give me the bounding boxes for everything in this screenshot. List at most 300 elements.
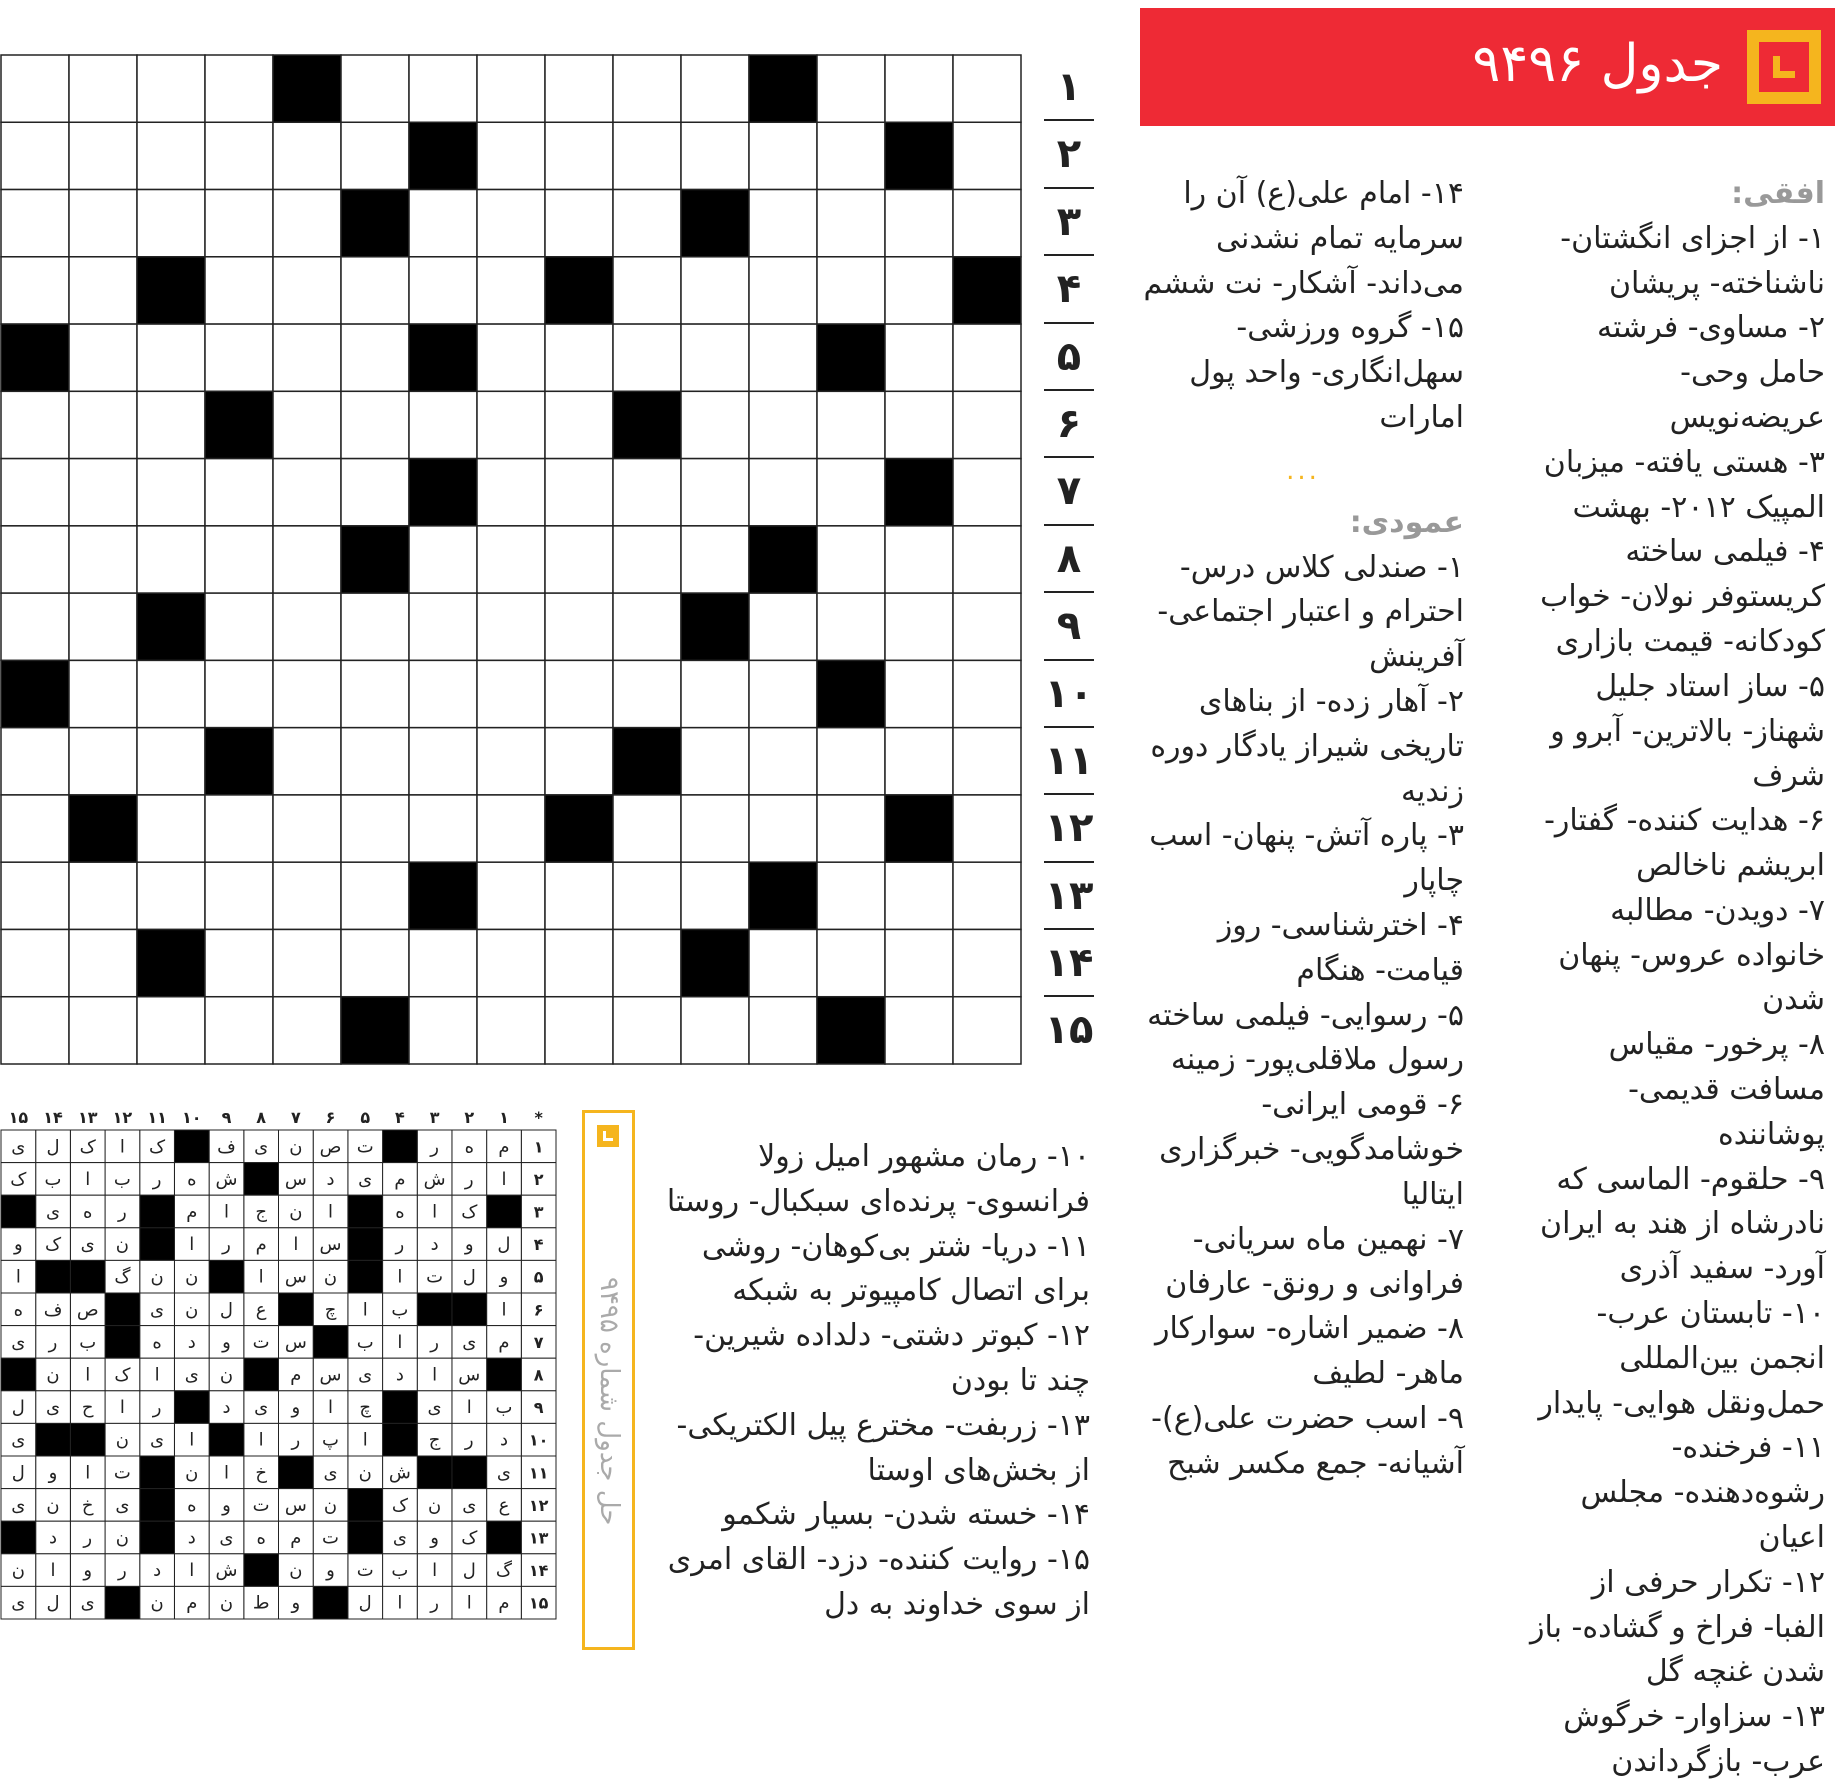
grid-cell[interactable] — [477, 324, 545, 391]
grid-block-cell — [1, 660, 69, 727]
grid-cell[interactable] — [545, 391, 613, 458]
solution-header-label: ۸ — [256, 1108, 267, 1127]
solution-letter: ش — [215, 1168, 238, 1190]
grid-cell[interactable] — [273, 257, 341, 324]
grid-cell[interactable] — [409, 997, 477, 1064]
grid-cell[interactable] — [137, 391, 205, 458]
grid-cell[interactable] — [205, 593, 273, 660]
grid-cell[interactable] — [341, 324, 409, 391]
row-number: ۱۴ — [1044, 930, 1094, 997]
solution-letter: ا — [119, 1136, 125, 1158]
grid-cell[interactable] — [477, 997, 545, 1064]
solution-header-label: ۶ — [325, 1108, 336, 1127]
crossword-grid[interactable] — [0, 54, 1022, 1065]
grid-cell[interactable] — [137, 862, 205, 929]
solution-letter: چ — [324, 1299, 337, 1321]
grid-cell[interactable] — [953, 190, 1021, 257]
grid-cell[interactable] — [1, 391, 69, 458]
grid-cell[interactable] — [137, 459, 205, 526]
grid-cell[interactable] — [477, 593, 545, 660]
grid-cell[interactable] — [69, 459, 137, 526]
grid-cell[interactable] — [681, 526, 749, 593]
grid-cell[interactable] — [137, 997, 205, 1064]
solution-letter: ل — [497, 1234, 511, 1256]
grid-cell[interactable] — [545, 459, 613, 526]
solution-letter: ب — [495, 1397, 513, 1419]
grid-cell[interactable] — [817, 929, 885, 996]
section-divider: ... — [1286, 455, 1320, 486]
grid-cell[interactable] — [681, 728, 749, 795]
grid-cell[interactable] — [613, 55, 681, 122]
grid-cell[interactable] — [69, 593, 137, 660]
grid-block-cell — [681, 929, 749, 996]
grid-cell[interactable] — [69, 660, 137, 727]
grid-cell[interactable] — [1, 257, 69, 324]
solution-letter: ر — [118, 1560, 127, 1582]
solution-letter: س — [284, 1494, 307, 1516]
solution-letter: ا — [328, 1201, 334, 1223]
grid-cell[interactable] — [409, 257, 477, 324]
grid-cell[interactable] — [273, 862, 341, 929]
grid-cell[interactable] — [885, 55, 953, 122]
grid-cell[interactable] — [613, 795, 681, 862]
grid-cell[interactable] — [953, 122, 1021, 189]
solution-block-cell — [417, 1456, 452, 1489]
grid-cell[interactable] — [205, 997, 273, 1064]
grid-cell[interactable] — [613, 324, 681, 391]
grid-cell[interactable] — [885, 526, 953, 593]
grid-cell[interactable] — [817, 526, 885, 593]
grid-cell[interactable] — [341, 122, 409, 189]
solution-letter: ر — [222, 1234, 231, 1256]
grid-cell[interactable] — [273, 795, 341, 862]
grid-cell[interactable] — [545, 660, 613, 727]
across-clue-10: ۱۰- تابستان عرب- انجمن بین‌المللی حمل‌ونقل هوایی- پایدار — [1538, 1295, 1825, 1421]
grid-cell[interactable] — [885, 324, 953, 391]
grid-cell[interactable] — [341, 55, 409, 122]
grid-cell[interactable] — [953, 795, 1021, 862]
grid-cell[interactable] — [613, 122, 681, 189]
grid-cell[interactable] — [273, 997, 341, 1064]
grid-cell[interactable] — [69, 997, 137, 1064]
grid-cell[interactable] — [1, 795, 69, 862]
grid-cell[interactable] — [205, 660, 273, 727]
grid-cell[interactable] — [273, 122, 341, 189]
grid-cell[interactable] — [137, 728, 205, 795]
solution-letter: ه — [187, 1168, 197, 1190]
across-clue-1: ۱- از اجزای انگشتان- ناشناخته- پریشان — [1560, 220, 1825, 301]
solution-letter: ن — [219, 1592, 234, 1614]
grid-cell[interactable] — [1, 459, 69, 526]
solution-header-label: ۴ — [395, 1108, 405, 1127]
grid-cell[interactable] — [681, 660, 749, 727]
grid-cell[interactable] — [817, 190, 885, 257]
grid-cell[interactable] — [681, 55, 749, 122]
grid-cell[interactable] — [409, 728, 477, 795]
grid-cell[interactable] — [613, 929, 681, 996]
grid-cell[interactable] — [817, 728, 885, 795]
solution-letter: س — [319, 1234, 342, 1256]
grid-cell[interactable] — [341, 862, 409, 929]
grid-cell[interactable] — [273, 526, 341, 593]
grid-cell[interactable] — [273, 929, 341, 996]
grid-cell[interactable] — [817, 593, 885, 660]
solution-letter: ب — [44, 1168, 62, 1190]
grid-cell[interactable] — [545, 324, 613, 391]
grid-cell[interactable] — [341, 795, 409, 862]
row-number: ۵ — [1044, 324, 1094, 391]
grid-cell[interactable] — [613, 459, 681, 526]
grid-cell[interactable] — [477, 391, 545, 458]
down-clue-5: ۵- رسوایی- فیلمی ساخته رسول ملاقلی‌پور- زمینه — [1147, 997, 1464, 1078]
grid-cell[interactable] — [953, 526, 1021, 593]
grid-block-cell — [205, 391, 273, 458]
grid-cell[interactable] — [341, 459, 409, 526]
solution-block-cell — [36, 1260, 71, 1293]
grid-cell[interactable] — [885, 391, 953, 458]
grid-cell[interactable] — [953, 593, 1021, 660]
solution-header-label: ۱۲ — [112, 1108, 133, 1127]
grid-cell[interactable] — [613, 660, 681, 727]
grid-cell[interactable] — [749, 122, 817, 189]
grid-cell[interactable] — [817, 257, 885, 324]
solution-letter: ج — [428, 1429, 441, 1451]
grid-cell[interactable] — [273, 459, 341, 526]
grid-cell[interactable] — [681, 795, 749, 862]
grid-cell[interactable] — [613, 526, 681, 593]
grid-cell[interactable] — [681, 324, 749, 391]
down-clue-1: ۱- صندلی کلاس درس- احترام و اعتبار اجتماعی- آفرینش — [1157, 549, 1464, 675]
grid-cell[interactable] — [477, 55, 545, 122]
grid-cell[interactable] — [613, 190, 681, 257]
grid-cell[interactable] — [1, 929, 69, 996]
grid-cell[interactable] — [749, 795, 817, 862]
down-clue-9: ۹- اسب حضرت علی(ع)- آشیانه- جمع مکسر شبح — [1151, 1400, 1464, 1481]
grid-cell[interactable] — [613, 862, 681, 929]
solution-letter: ل — [11, 1462, 25, 1484]
grid-cell[interactable] — [749, 391, 817, 458]
solution-letter: د — [187, 1331, 196, 1353]
solution-letter: ا — [258, 1266, 264, 1288]
grid-cell[interactable] — [409, 55, 477, 122]
row-number: ۱۰ — [1044, 661, 1094, 728]
grid-cell[interactable] — [205, 190, 273, 257]
row-number: ۲ — [1044, 121, 1094, 188]
grid-cell[interactable] — [545, 122, 613, 189]
grid-cell[interactable] — [69, 257, 137, 324]
grid-cell[interactable] — [205, 862, 273, 929]
grid-cell[interactable] — [681, 862, 749, 929]
grid-cell[interactable] — [69, 526, 137, 593]
solution-letter: ه — [152, 1331, 162, 1353]
grid-cell[interactable] — [749, 593, 817, 660]
solution-letter: ل — [46, 1592, 60, 1614]
grid-cell[interactable] — [885, 257, 953, 324]
grid-cell[interactable] — [409, 526, 477, 593]
grid-cell[interactable] — [273, 728, 341, 795]
grid-cell[interactable] — [205, 929, 273, 996]
solution-letter: ن — [115, 1429, 130, 1451]
solution-letter: ن — [11, 1560, 25, 1582]
solution-letter: ی — [219, 1527, 234, 1549]
grid-block-cell — [545, 257, 613, 324]
solution-row-number: ۷ — [533, 1332, 544, 1352]
grid-cell[interactable] — [477, 795, 545, 862]
grid-cell[interactable] — [137, 660, 205, 727]
solution-row-number: ۶ — [533, 1300, 544, 1320]
solution-letter: ا — [119, 1397, 125, 1419]
solution-letter: ا — [154, 1364, 160, 1386]
grid-cell[interactable] — [69, 862, 137, 929]
solution-letter: ا — [189, 1429, 195, 1451]
grid-cell[interactable] — [205, 459, 273, 526]
grid-block-cell — [409, 122, 477, 189]
grid-cell[interactable] — [885, 190, 953, 257]
solution-letter: ی — [11, 1331, 26, 1353]
grid-cell[interactable] — [69, 728, 137, 795]
grid-cell[interactable] — [749, 929, 817, 996]
solution-row-number: ۴ — [533, 1235, 544, 1255]
grid-cell[interactable] — [749, 257, 817, 324]
grid-cell[interactable] — [137, 795, 205, 862]
grid-cell[interactable] — [477, 122, 545, 189]
solution-letter: د — [222, 1397, 231, 1419]
grid-cell[interactable] — [545, 190, 613, 257]
grid-cell[interactable] — [885, 997, 953, 1064]
grid-cell[interactable] — [273, 593, 341, 660]
mid-clues-column — [1142, 172, 1464, 1486]
solution-letter: پ — [322, 1429, 340, 1451]
grid-cell[interactable] — [69, 55, 137, 122]
solution-row-number: ۱ — [533, 1137, 544, 1157]
grid-cell[interactable] — [817, 55, 885, 122]
solution-block-cell — [487, 1521, 522, 1554]
grid-cell[interactable] — [749, 997, 817, 1064]
grid-cell[interactable] — [681, 997, 749, 1064]
solution-header-label: ۳ — [429, 1108, 440, 1127]
grid-cell[interactable] — [409, 593, 477, 660]
grid-block-cell — [749, 55, 817, 122]
grid-cell[interactable] — [205, 55, 273, 122]
grid-cell[interactable] — [749, 728, 817, 795]
solution-letter: د — [430, 1234, 439, 1256]
solution-letter: ن — [427, 1494, 442, 1516]
grid-cell[interactable] — [477, 526, 545, 593]
grid-cell[interactable] — [1, 593, 69, 660]
grid-cell[interactable] — [137, 122, 205, 189]
grid-cell[interactable] — [545, 55, 613, 122]
grid-cell[interactable] — [69, 122, 137, 189]
grid-cell[interactable] — [341, 257, 409, 324]
solution-letter: ی — [254, 1397, 269, 1419]
grid-cell[interactable] — [477, 459, 545, 526]
solution-letter: ت — [356, 1560, 374, 1582]
grid-cell[interactable] — [205, 795, 273, 862]
grid-cell[interactable] — [205, 324, 273, 391]
grid-cell[interactable] — [885, 660, 953, 727]
grid-block-cell — [681, 190, 749, 257]
solution-block-cell — [348, 1489, 383, 1522]
solution-block-cell — [140, 1195, 175, 1228]
solution-letter: ی — [358, 1364, 373, 1386]
solution-letter: ی — [462, 1494, 477, 1516]
grid-cell[interactable] — [817, 122, 885, 189]
down-clue-13: ۱۳- زربفت- مخترع پیل الکتریکی- از بخش‌های اوستا — [676, 1407, 1090, 1488]
grid-cell[interactable] — [477, 190, 545, 257]
grid-cell[interactable] — [613, 593, 681, 660]
grid-cell[interactable] — [1, 862, 69, 929]
grid-cell[interactable] — [749, 459, 817, 526]
solution-letter: ح — [81, 1397, 94, 1419]
grid-cell[interactable] — [69, 391, 137, 458]
grid-cell[interactable] — [681, 257, 749, 324]
grid-cell[interactable] — [545, 593, 613, 660]
grid-cell[interactable] — [477, 929, 545, 996]
grid-cell[interactable] — [681, 122, 749, 189]
grid-cell[interactable] — [1, 190, 69, 257]
grid-cell[interactable] — [885, 728, 953, 795]
grid-cell[interactable] — [137, 190, 205, 257]
grid-cell[interactable] — [953, 997, 1021, 1064]
grid-cell[interactable] — [273, 391, 341, 458]
grid-cell[interactable] — [477, 660, 545, 727]
grid-cell[interactable] — [953, 660, 1021, 727]
solution-letter: ک — [44, 1234, 62, 1256]
grid-block-cell — [1, 324, 69, 391]
grid-cell[interactable] — [409, 795, 477, 862]
grid-cell[interactable] — [69, 324, 137, 391]
grid-cell[interactable] — [613, 997, 681, 1064]
grid-cell[interactable] — [341, 929, 409, 996]
solution-letter: ه — [83, 1201, 93, 1223]
grid-block-cell — [341, 997, 409, 1064]
grid-cell[interactable] — [1, 55, 69, 122]
grid-cell[interactable] — [953, 929, 1021, 996]
grid-cell[interactable] — [137, 55, 205, 122]
grid-cell[interactable] — [137, 324, 205, 391]
solution-letter: ا — [189, 1560, 195, 1582]
solution-letter: ی — [392, 1527, 407, 1549]
grid-cell[interactable] — [953, 324, 1021, 391]
grid-cell[interactable] — [477, 862, 545, 929]
grid-cell[interactable] — [1, 997, 69, 1064]
grid-cell[interactable] — [477, 257, 545, 324]
row-numbers — [1044, 54, 1094, 1065]
grid-cell[interactable] — [817, 459, 885, 526]
grid-cell[interactable] — [205, 257, 273, 324]
grid-cell[interactable] — [341, 728, 409, 795]
grid-cell[interactable] — [817, 862, 885, 929]
grid-cell[interactable] — [749, 324, 817, 391]
grid-cell[interactable] — [1, 526, 69, 593]
grid-cell[interactable] — [953, 862, 1021, 929]
solution-row-number: ۹ — [533, 1398, 544, 1418]
solution-letter: ت — [322, 1527, 340, 1549]
solution-letter: ی — [184, 1364, 199, 1386]
grid-cell[interactable] — [681, 391, 749, 458]
grid-cell[interactable] — [885, 929, 953, 996]
grid-cell[interactable] — [341, 391, 409, 458]
grid-cell[interactable] — [409, 660, 477, 727]
grid-cell[interactable] — [1, 122, 69, 189]
grid-cell[interactable] — [137, 526, 205, 593]
grid-cell[interactable] — [953, 55, 1021, 122]
grid-cell[interactable] — [613, 257, 681, 324]
grid-cell[interactable] — [341, 593, 409, 660]
grid-cell[interactable] — [749, 660, 817, 727]
grid-cell[interactable] — [205, 122, 273, 189]
grid-cell[interactable] — [409, 190, 477, 257]
grid-cell[interactable] — [69, 929, 137, 996]
solution-letter: ل — [358, 1592, 372, 1614]
grid-cell[interactable] — [273, 324, 341, 391]
grid-cell[interactable] — [341, 660, 409, 727]
grid-cell[interactable] — [545, 728, 613, 795]
grid-cell[interactable] — [273, 660, 341, 727]
grid-cell[interactable] — [545, 929, 613, 996]
grid-cell[interactable] — [69, 190, 137, 257]
grid-cell[interactable] — [953, 391, 1021, 458]
across-clue-14: ۱۴- امام علی(ع) آن را سرمایه تمام نشدنی می‌داند- آشکار- نت ششم — [1143, 176, 1464, 301]
solution-letter: ر — [83, 1527, 93, 1549]
solution-header-label: * — [534, 1108, 543, 1127]
grid-cell[interactable] — [885, 862, 953, 929]
solution-letter: و — [291, 1397, 301, 1419]
solution-letter: د — [187, 1527, 196, 1549]
grid-block-cell — [749, 526, 817, 593]
solution-block-cell — [140, 1521, 175, 1554]
grid-cell[interactable] — [545, 997, 613, 1064]
solution-letter: ن — [323, 1494, 338, 1516]
solution-letter: ه — [464, 1136, 474, 1158]
solution-letter: و — [13, 1234, 23, 1256]
grid-cell[interactable] — [1, 728, 69, 795]
grid-cell[interactable] — [953, 459, 1021, 526]
solution-header-label: ۵ — [360, 1108, 371, 1127]
grid-block-cell — [545, 795, 613, 862]
grid-cell[interactable] — [749, 190, 817, 257]
grid-cell[interactable] — [545, 526, 613, 593]
solution-letter: ی — [11, 1494, 26, 1516]
grid-cell[interactable] — [545, 862, 613, 929]
solution-letter: ی — [427, 1397, 442, 1419]
grid-block-cell — [409, 459, 477, 526]
row-number: ۸ — [1044, 526, 1094, 593]
grid-cell[interactable] — [817, 795, 885, 862]
grid-cell[interactable] — [273, 190, 341, 257]
solution-letter: ر — [48, 1331, 58, 1353]
solution-label: حل جدول شماره ۹۴۹۵ — [594, 1276, 624, 1526]
grid-cell[interactable] — [409, 929, 477, 996]
solution-letter: م — [186, 1592, 198, 1614]
grid-cell[interactable] — [477, 728, 545, 795]
across-clue-6: ۶- هدایت کننده- گفتار- ابریشم ناخالص — [1544, 803, 1825, 883]
grid-cell[interactable] — [817, 391, 885, 458]
solution-block-cell — [140, 1228, 175, 1261]
grid-cell[interactable] — [205, 526, 273, 593]
solution-letter: ن — [185, 1462, 199, 1484]
grid-cell[interactable] — [953, 728, 1021, 795]
solution-block-cell — [313, 1586, 348, 1619]
grid-cell[interactable] — [885, 593, 953, 660]
grid-block-cell — [885, 795, 953, 862]
down-clue-12: ۱۲- کبوتر دشتی- دلداده شیرین- چند تا بودن — [693, 1318, 1090, 1398]
solution-letter: ی — [358, 1168, 373, 1190]
grid-cell[interactable] — [409, 391, 477, 458]
solution-letter: ن — [150, 1266, 164, 1288]
across-clue-4: ۴- فیلمی ساخته کریستوفر نولان- خواب کودکانه- قیمت بازاری — [1540, 534, 1825, 659]
grid-cell[interactable] — [681, 459, 749, 526]
